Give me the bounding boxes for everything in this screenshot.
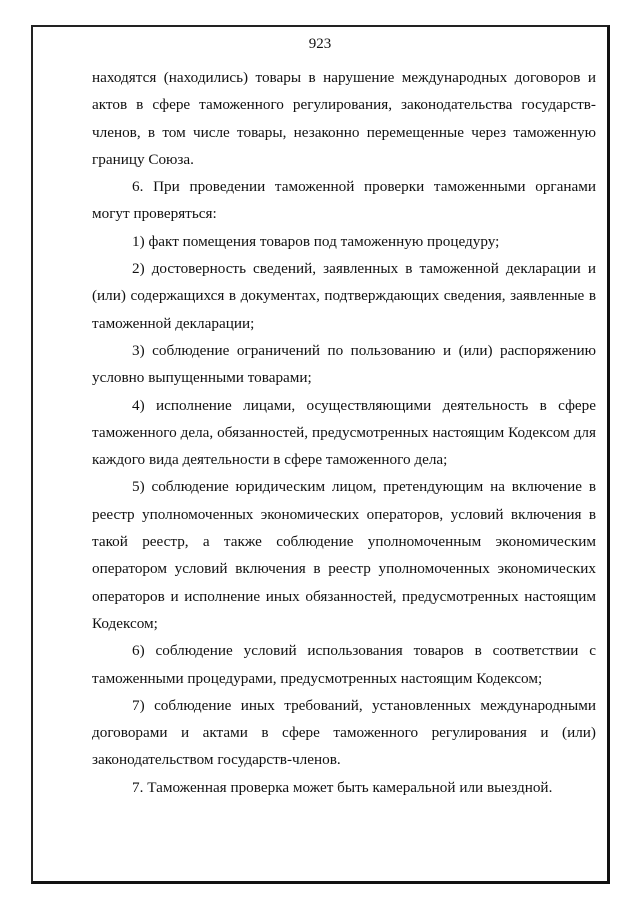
list-item-7: 7) соблюдение иных требований, установленных международными договорами и актами в сфере таможенного регулирования и (или) законодательством государств-членов.	[92, 696, 596, 769]
list-item-2: 2) достоверность сведений, заявленных в таможенной декларации и (или) содержащихся в документах, подтверждающих сведения, заявленные в таможенной декларации;	[92, 260, 596, 332]
paragraph-continuation: находятся (находились) товары в нарушение международных договоров и актов в сфере таможенного регулирования, законодательства государств-членов, в том числе товары, незаконно перемещенные через таможенную границу Союза.	[92, 69, 596, 168]
paragraph-item-6-intro: 6. При проведении таможенной проверки таможенными органами могут проверяться:	[92, 178, 596, 223]
body-text	[92, 64, 596, 801]
list-item-6: 6) соблюдение условий использования товаров в соответствии с таможенными процедурами, предусмотренных настоящим Кодексом;	[92, 642, 596, 687]
list-item-3: 3) соблюдение ограничений по пользованию и (или) распоряжению условно выпущенными товарами;	[92, 341, 596, 387]
paragraph-item-7: 7. Таможенная проверка может быть камеральной или выездной.	[132, 778, 553, 796]
page-number: 923	[308, 36, 332, 52]
list-item-1: 1) факт помещения товаров под таможенную процедуру;	[132, 232, 500, 250]
list-item-5: 5) соблюдение юридическим лицом, претендующим на включение в реестр уполномоченных экономических операторов, условий включения в такой реестр, а также соблюдение уполномоченным экономическим оператором условий включения в реестр уполномоченных экономических операторов и исполнение иных обязанностей, предусмотренных настоящим Кодексом;	[92, 478, 596, 632]
list-item-4: 4) исполнение лицами, осуществляющими деятельность в сфере таможенного дела, обязанностей, предусмотренных настоящим Кодексом для каждого вида деятельности в сфере таможенного дела;	[92, 396, 596, 469]
